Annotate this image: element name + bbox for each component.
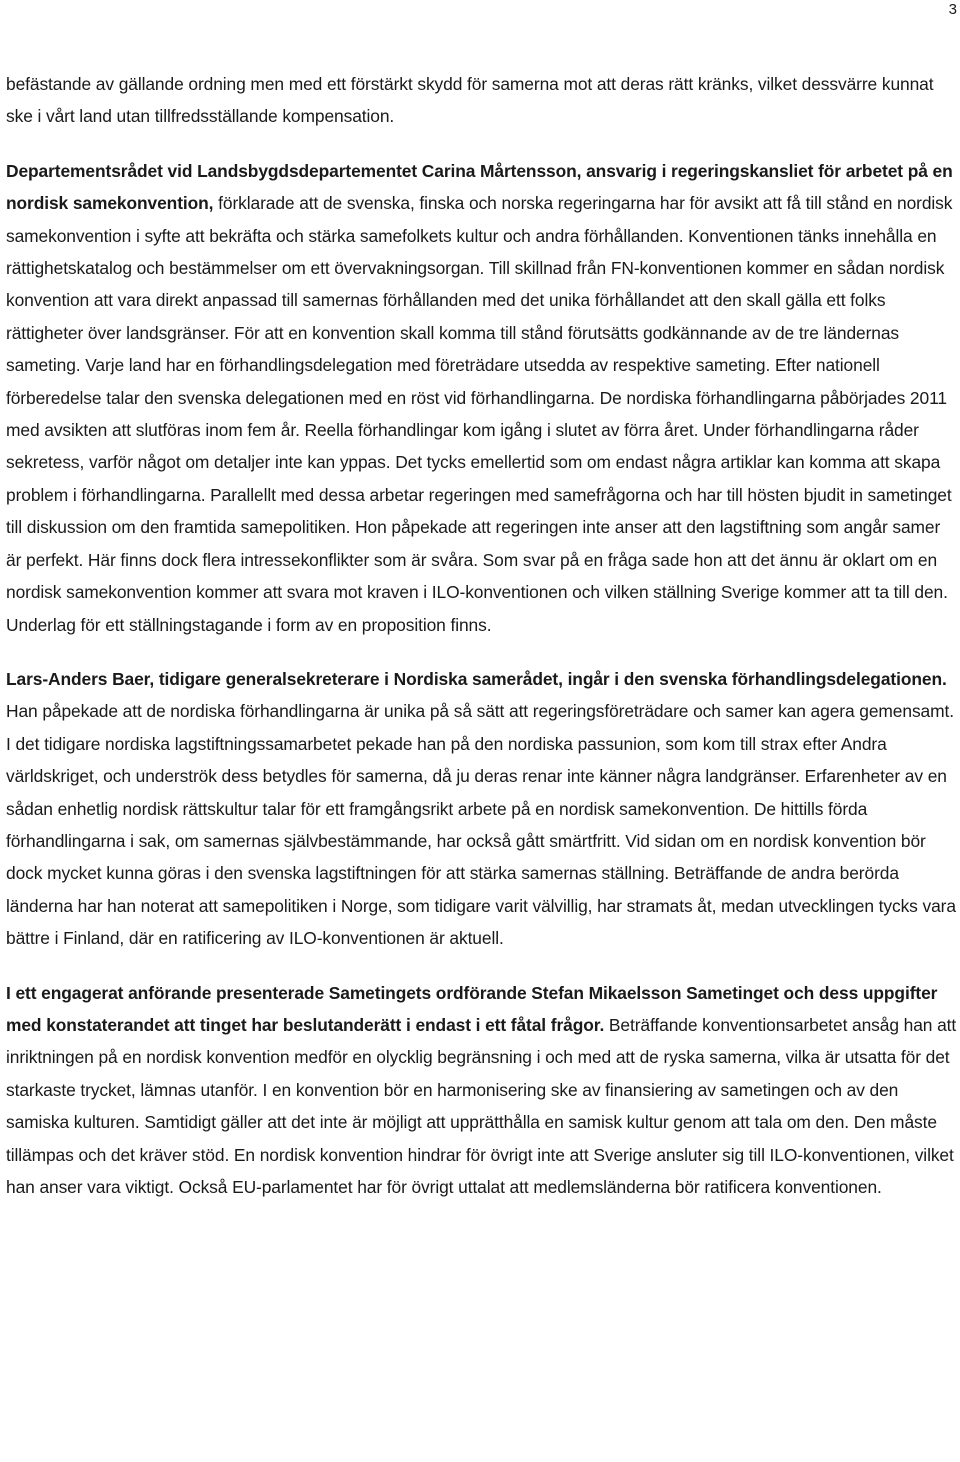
paragraph [6,663,958,955]
paragraph-text: Beträffande konventionsarbetet ansåg han att inriktningen på en nordisk konvention medför en olycklig begränsning i och med att de ryska samerna, vilka är utsatta för det starkaste trycket, lämnas utanför. I en konvention bör en harmonisering ske av finansiering av sametingen och av den samiska kulturen. Samtidigt gäller att det inte är möjligt att upprätthålla en samisk kultur genom att tala om den. Den måste tillämpas och det kräver stöd. En nordisk konvention hindrar för övrigt inte att Sverige ansluter sig till ILO-konventionen, vilket han anser vara viktigt. Också EU-parlamentet har för övrigt uttalat att medlemsländerna bör ratificera konventionen. [6,1014,957,1197]
paragraph-lead: Departementsrådet vid Landsbygdsdepartementet Carina Mårtensson, ansvarig i regeringskansliet för arbetet på en nordisk samekonvention, [6,160,953,214]
paragraph-text: förklarade att de svenska, finska och norska regeringarna har för avsikt att få till stånd en nordisk samekonvention i syfte att bekräfta och stärka samefolkets kultur och andra förhållanden. Konventionen tänks innehålla en rättighetskatalog och bestämmelser om ett övervakningsorgan. Till skillnad från FN-konventionen kommer en sådan nordisk konvention att vara direkt anpassad till samernas förhållanden med det unika förhållandet att den skall gälla ett folks rättigheter över landsgränser. För att en konvention skall komma till stånd förutsätts godkännande av de tre ländernas sameting. Varje land har en förhandlingsdelegation med företrädare utsedda av respektive sameting. Efter nationell förberedelse talar den svenska delegationen med en röst vid förhandlingarna. De nordiska förhandlingarna påbörjades 2011 med avsikten att slutföras inom fem år. Reella förhandlingar kom igång i slutet av förra året. Under förhandlingarna råder sekretess, varför något om detaljer inte kan yppas. Det tycks emellertid som om endast några artiklar kan komma att skapa problem i förhandlingarna. Parallellt med dessa arbetar regeringen med samefrågorna och har till hösten bjudit in sametinget till diskussion om den framtida samepolitiken. Hon påpekade att regeringen inte anser att den lagstiftning som angår samer är perfekt. Här finns dock flera intressekonflikter som är svåra. Som svar på en fråga sade hon att det ännu är oklart om en nordisk samekonvention kommer att svara mot kraven i ILO-konventionen och vilken ställning Sverige kommer att ta till den. Underlag för ett ställningstagande i form av en proposition finns. [6,193,953,635]
page-number: 3 [948,1,957,18]
paragraph-text: Han påpekade att de nordiska förhandlingarna är unika på så sätt att regeringsföreträdare och samer kan agera gemensamt. I det tidigare nordiska lagstiftningssamarbetet pekade han på den nordiska passunion, som kom till strax efter Andra världskriget, och underströk dess betydles för samerna, då ju deras renar inte känner några landgränser. Erfarenheter av en sådan enhetlig nordisk rättskultur talar för ett framgångsrikt arbete på en nordisk samekonvention. De hittills förda förhandlingarna i sak, om samernas självbestämmande, har också gått smärtfritt. Vid sidan om en nordisk konvention bör dock mycket kunna göras i den svenska lagstiftningen för att stärka samernas ställning. Beträffande de andra berörda länderna har han noterat att samepolitiken i Norge, som tidigare varit välvillig, har stramats åt, medan utvecklingen tycks vara bättre i Finland, där en ratificering av ILO-konventionen är aktuell. [6,701,956,949]
paragraph [6,155,958,641]
paragraph-lead: Lars-Anders Baer, tidigare generalsekreterare i Nordiska samerådet, ingår i den svenska förhandlingsdelegationen. [6,668,947,689]
paragraph [6,977,958,1204]
paragraph [6,68,958,133]
document-body [6,68,958,1225]
paragraph-text: befästande av gällande ordning men med ett förstärkt skydd för samerna mot att deras rätt kränks, vilket dessvärre kunnat ske i vårt land utan tillfredsställande kompensation. [6,74,934,127]
paragraph-lead: I ett engagerat anförande presenterade Sametingets ordförande Stefan Mikaelsson Sametinget och dess uppgifter med konstaterandet att tinget har beslutanderätt i endast i ett fåtal frågor. [6,982,938,1035]
